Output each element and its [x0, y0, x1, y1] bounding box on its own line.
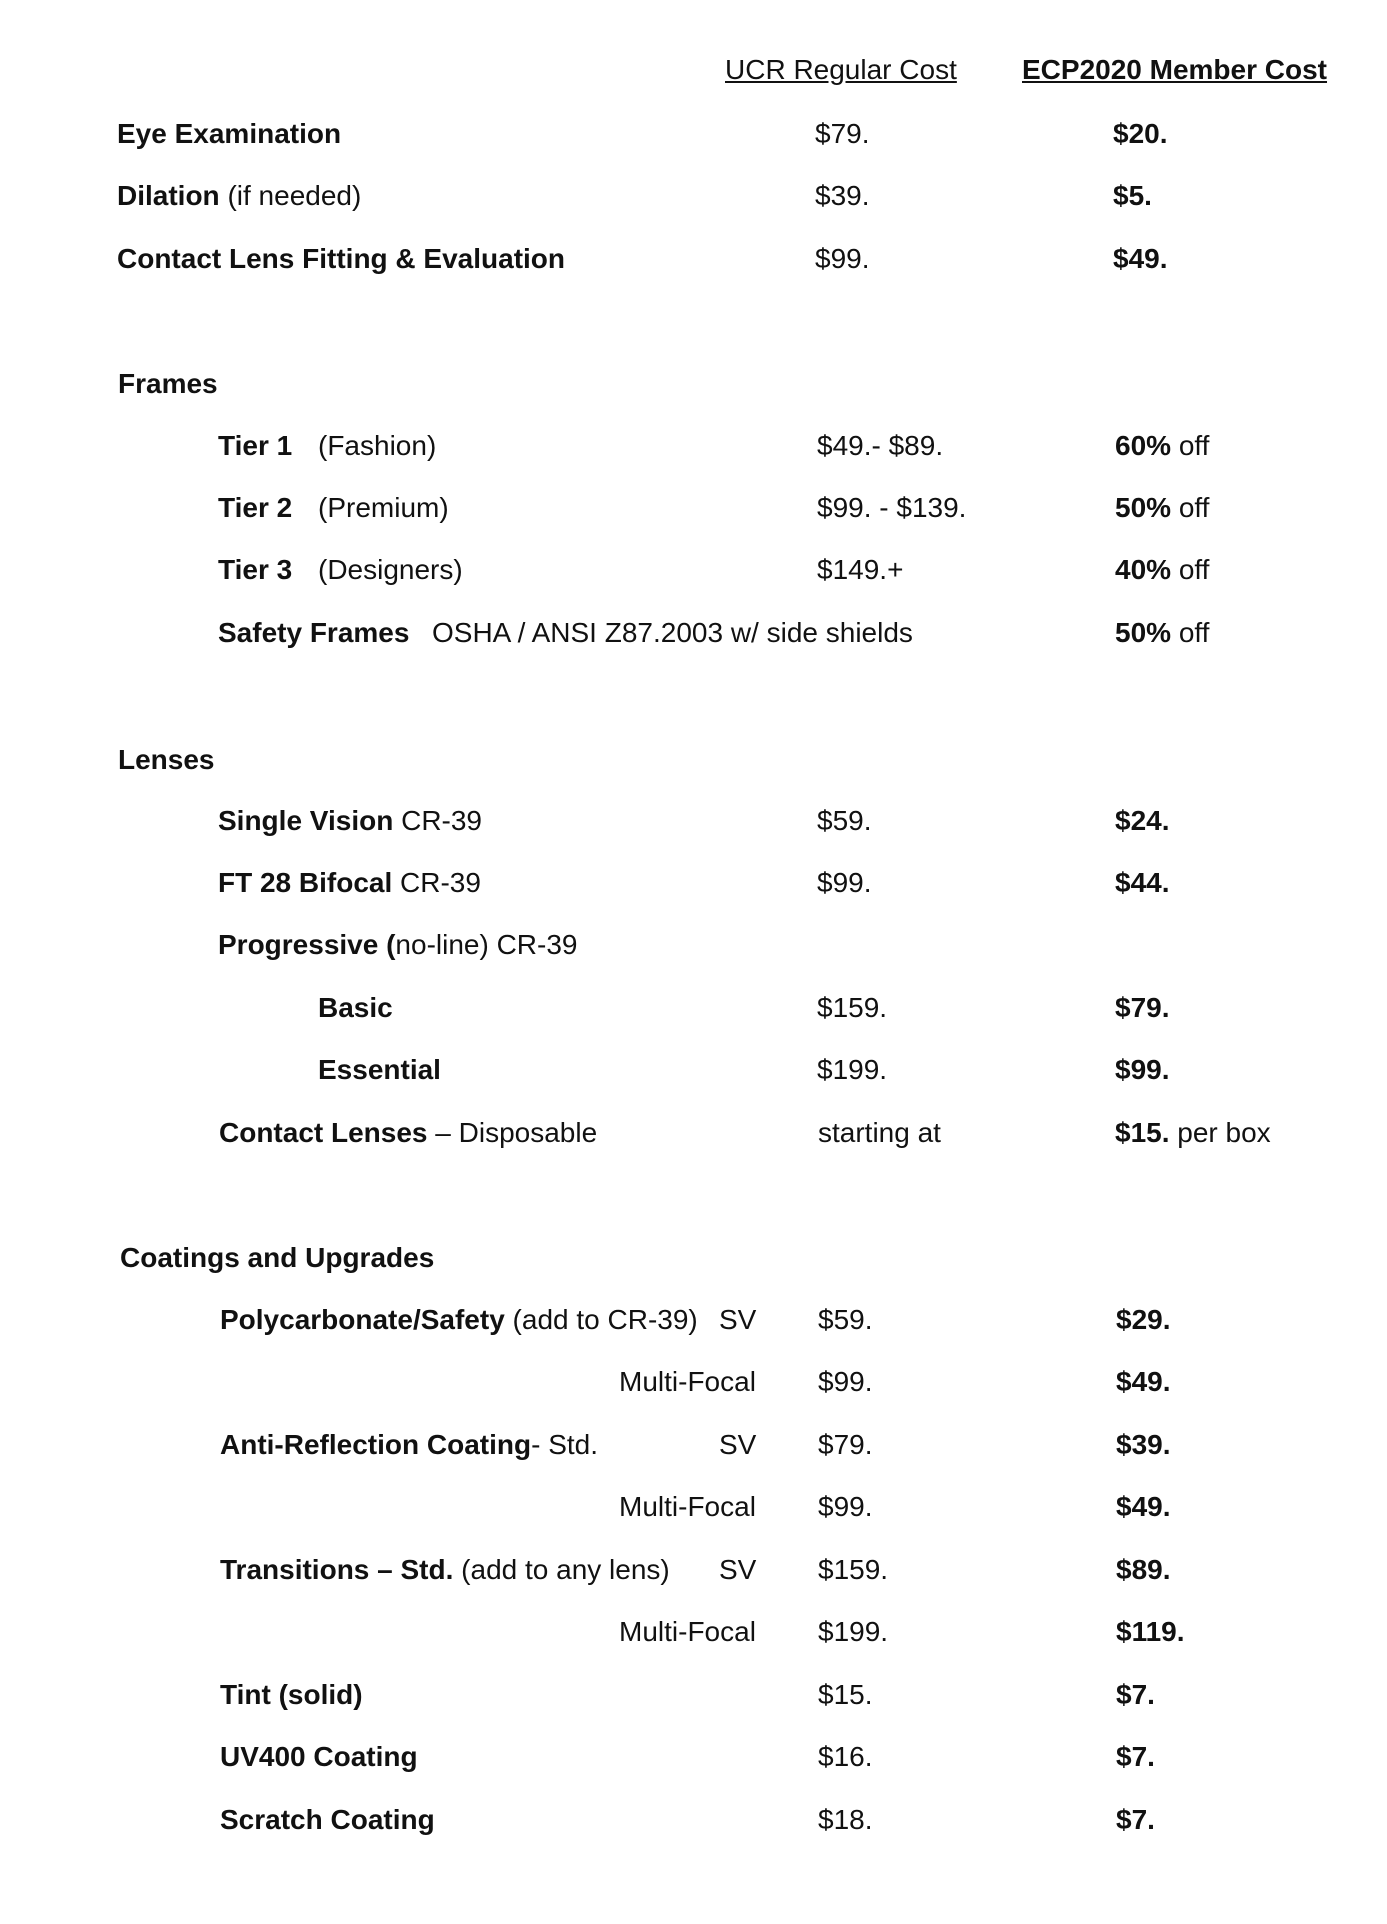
ecp-member-cost-header: ECP2020 Member Cost — [1022, 54, 1328, 85]
member-price: $119. — [1116, 1616, 1185, 1647]
exam-row-contact-lens-fitting — [0, 243, 1387, 283]
member-price: $7. — [1116, 1804, 1155, 1835]
lens-type: SV — [719, 1554, 757, 1585]
ucr-price: $79. — [815, 118, 870, 149]
lenses-row-progressive — [0, 929, 1387, 969]
frames-row-tier-3 — [0, 554, 1387, 594]
member-price: $29. — [1116, 1304, 1171, 1335]
coatings-row-polycarbonate-mf — [0, 1366, 1387, 1406]
row-label: Tier 1 — [218, 430, 293, 461]
member-price: $49. — [1113, 243, 1168, 274]
member-price: $79. — [1115, 992, 1170, 1023]
row-label: Single Vision — [218, 805, 394, 836]
member-price: $89. — [1116, 1554, 1171, 1585]
row-label: UV400 Coating — [220, 1741, 418, 1772]
lens-type: SV — [719, 1304, 757, 1335]
row-label: Tint (solid) — [220, 1679, 363, 1710]
coatings-row-transitions-mf — [0, 1616, 1387, 1656]
coatings-row-anti-reflection-sv — [0, 1429, 1387, 1469]
ucr-price: $39. — [815, 180, 870, 211]
lens-type: SV — [719, 1429, 757, 1460]
row-label: Tier 2 — [218, 492, 293, 523]
ucr-price: $99. — [818, 1366, 873, 1397]
lenses-row-progressive-essential — [0, 1054, 1387, 1094]
ucr-price: $49.- $89. — [817, 430, 944, 461]
row-note: - Std. — [531, 1429, 599, 1460]
row-label: Transitions – Std. — [220, 1554, 454, 1585]
row-label: Essential — [318, 1054, 441, 1085]
member-discount: 40% — [1115, 554, 1172, 585]
ucr-regular-cost-header: UCR Regular Cost — [725, 54, 957, 85]
member-price: $49. — [1116, 1491, 1171, 1522]
row-label: Dilation — [117, 180, 220, 211]
lens-type: Multi-Focal — [619, 1616, 756, 1647]
row-label: Tier 3 — [218, 554, 293, 585]
row-label: Anti-Reflection Coating — [220, 1429, 532, 1460]
ucr-price: $159. — [817, 992, 888, 1023]
ucr-price: $79. — [818, 1429, 873, 1460]
row-desc: OSHA / ANSI Z87.2003 w/ side shields — [432, 617, 913, 648]
member-price: $7. — [1116, 1741, 1155, 1772]
coatings-row-polycarbonate-sv — [0, 1304, 1387, 1344]
ucr-price: $18. — [818, 1804, 873, 1835]
member-price: $39. — [1116, 1429, 1171, 1460]
exam-row-dilation — [0, 180, 1387, 220]
member-price: $49. — [1116, 1366, 1171, 1397]
row-note: no-line) CR-39 — [395, 929, 578, 960]
row-label: Scratch Coating — [220, 1804, 435, 1835]
member-discount-note: off — [1171, 492, 1210, 523]
row-label: Basic — [318, 992, 393, 1023]
row-note: (add to CR-39) — [504, 1304, 698, 1335]
ucr-price: $99. - $139. — [817, 492, 967, 523]
ucr-price: $16. — [818, 1741, 873, 1772]
coatings-row-tint — [0, 1679, 1387, 1719]
row-label: Polycarbonate/Safety — [220, 1304, 505, 1335]
ucr-price: $149.+ — [817, 554, 904, 585]
lenses-row-progressive-basic — [0, 992, 1387, 1032]
coatings-row-transitions-sv — [0, 1554, 1387, 1594]
row-note: (if needed) — [219, 180, 362, 211]
ucr-price: $99. — [815, 243, 870, 274]
row-note: CR-39 — [393, 805, 483, 836]
member-price: $15. — [1115, 1117, 1170, 1148]
row-desc: (Premium) — [318, 492, 449, 523]
member-price: $20. — [1113, 118, 1168, 149]
ucr-price: $99. — [817, 867, 872, 898]
row-label: Safety Frames — [218, 617, 410, 648]
ucr-price: $99. — [818, 1491, 873, 1522]
row-note: (add to any lens) — [453, 1554, 670, 1585]
exam-row-eye-examination — [0, 118, 1387, 158]
row-label: Contact Lens Fitting & Evaluation — [117, 243, 566, 274]
ucr-price: $59. — [818, 1304, 873, 1335]
row-desc: (Designers) — [318, 554, 463, 585]
row-note: – Disposable — [427, 1117, 598, 1148]
row-label: Progressive ( — [218, 929, 396, 960]
ucr-price: $199. — [818, 1616, 889, 1647]
row-label: FT 28 Bifocal — [218, 867, 393, 898]
coatings-row-uv400 — [0, 1741, 1387, 1781]
lens-type: Multi-Focal — [619, 1491, 756, 1522]
lenses-row-contact-lenses — [0, 1117, 1387, 1157]
member-discount: 60% — [1115, 430, 1172, 461]
member-discount-note: off — [1171, 617, 1210, 648]
member-price-note: per box — [1169, 1117, 1271, 1148]
member-price: $24. — [1115, 805, 1170, 836]
ucr-price: $199. — [817, 1054, 888, 1085]
member-price: $99. — [1115, 1054, 1170, 1085]
frames-row-tier-1 — [0, 430, 1387, 470]
row-desc: (Fashion) — [318, 430, 437, 461]
row-label: Eye Examination — [117, 118, 342, 149]
section-title-frames: Frames — [118, 368, 218, 399]
section-title-lenses: Lenses — [118, 744, 215, 775]
member-discount: 50% — [1115, 617, 1172, 648]
coatings-row-scratch — [0, 1804, 1387, 1844]
lenses-row-ft28-bifocal — [0, 867, 1387, 907]
member-discount-note: off — [1171, 430, 1210, 461]
coatings-row-anti-reflection-mf — [0, 1491, 1387, 1531]
ucr-price: $159. — [818, 1554, 889, 1585]
section-title-coatings: Coatings and Upgrades — [120, 1242, 435, 1273]
member-price: $7. — [1116, 1679, 1155, 1710]
ucr-price: $59. — [817, 805, 872, 836]
frames-row-safety — [0, 617, 1387, 657]
member-discount-note: off — [1171, 554, 1210, 585]
member-price: $5. — [1113, 180, 1152, 211]
member-discount: 50% — [1115, 492, 1172, 523]
row-note: CR-39 — [392, 867, 481, 898]
row-label: Contact Lenses — [219, 1117, 428, 1148]
frames-row-tier-2 — [0, 492, 1387, 532]
ucr-price: $15. — [818, 1679, 873, 1710]
member-price: $44. — [1115, 867, 1170, 898]
lenses-row-single-vision — [0, 805, 1387, 845]
lens-type: Multi-Focal — [619, 1366, 756, 1397]
ucr-price: starting at — [818, 1117, 941, 1148]
